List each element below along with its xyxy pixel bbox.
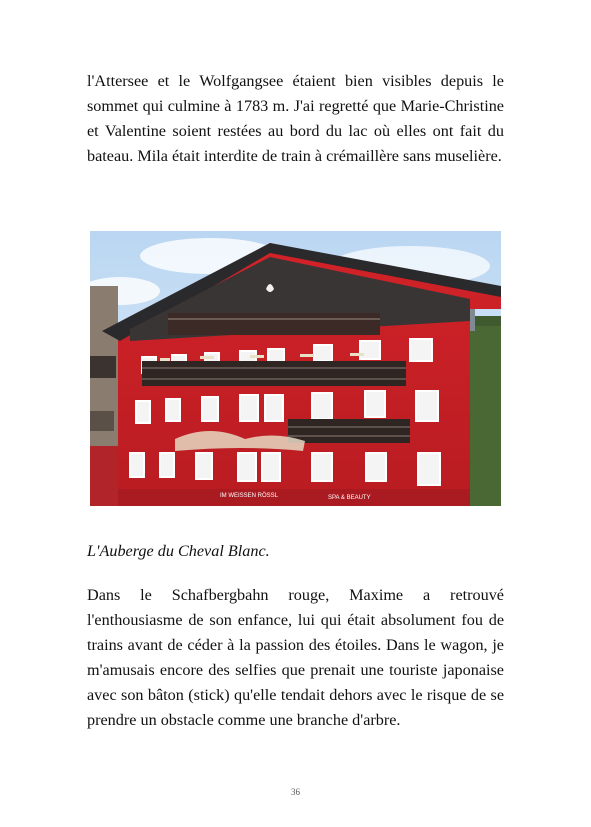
photo-caption: L'Auberge du Cheval Blanc. bbox=[87, 542, 270, 560]
page-number: 36 bbox=[291, 787, 300, 797]
body-paragraph: Dans le Schafbergbahn rouge, Maxime a retrouvé l'enthousiasme de son enfance, lui qui était absolument fou de trains avant de céder à la passion des étoiles. Dans le wagon, je m'amusais encore des selfies que prenait une touriste japonaise avec son bâton (stick) qu'elle tendait dehors avec le risque de se prendre un obstacle comme une branche d'arbre. bbox=[87, 586, 504, 729]
hotel-sign-left: IM WEISSEN RÖSSL bbox=[220, 493, 279, 499]
body-paragraph: l'Attersee et le Wolfgangsee étaient bien visibles depuis le sommet qui culmine à 1783 m. J'ai regretté que Marie-Christine et Valentine soient restées au bord du lac où elles ont fait du bateau. Mila était interdite de train à crémaillère sans muselière. bbox=[87, 72, 504, 165]
hotel-sign-right: SPA & BEAUTY bbox=[328, 495, 371, 501]
hotel-photo bbox=[90, 231, 501, 506]
